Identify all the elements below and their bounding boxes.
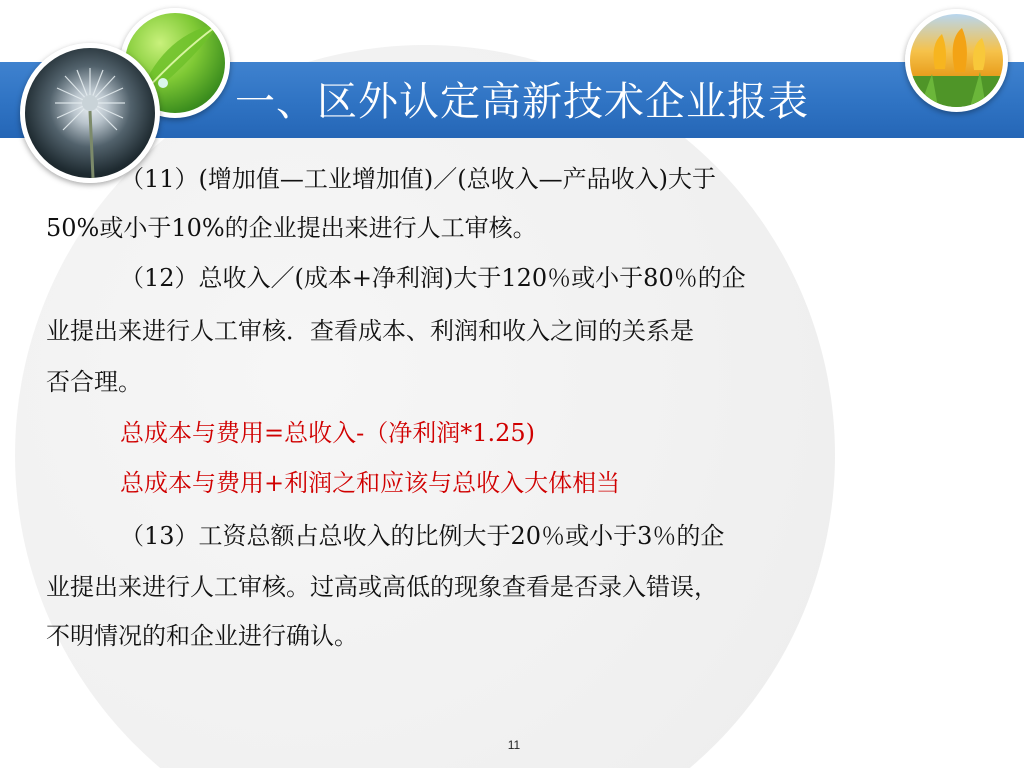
page-number: 11: [507, 738, 521, 752]
paragraph-11-line-1: （11）(增加值—工业增加值)／(总收入—产品收入)大于: [120, 165, 716, 193]
tulips-photo: [905, 9, 1008, 112]
paragraph-12-line-3: 否合理。: [46, 368, 142, 396]
paragraph-12-line-1: （12）总收入／(成本+净利润)大于120％或小于80％的企: [120, 264, 746, 292]
paragraph-12-line-2: 业提出来进行人工审核．查看成本、利润和收入之间的关系是: [46, 317, 694, 345]
paragraph-13-line-1: （13）工资总额占总收入的比例大于20％或小于3％的企: [120, 522, 725, 550]
dandelion-icon: [25, 48, 155, 178]
formula-line-2: 总成本与费用+利润之和应该与总收入大体相当: [120, 469, 621, 497]
formula-line-1: 总成本与费用=总收入-（净利润*1.25): [120, 419, 536, 447]
dandelion-photo: [20, 43, 160, 183]
tulip-icon: [910, 14, 1003, 107]
paragraph-13-line-3: 不明情况的和企业进行确认。: [46, 622, 358, 650]
slide-title: 一、区外认定高新技术企业报表: [235, 79, 809, 125]
paragraph-11-line-2: 50%或小于10%的企业提出来进行人工审核。: [46, 214, 537, 242]
paragraph-13-line-2: 业提出来进行人工审核。过高或高低的现象查看是否录入错误，: [46, 573, 718, 601]
